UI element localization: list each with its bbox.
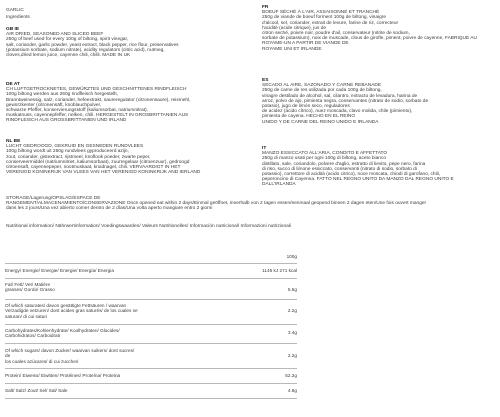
section-line: LUCHT GEDROOGD, GEKRUID EN GESNEDEN RUNDVLEES bbox=[6, 144, 144, 150]
nutrient-value: 4.8g bbox=[287, 388, 297, 393]
divider bbox=[5, 324, 297, 325]
section-code: DE AT bbox=[6, 82, 20, 87]
section-line: Branntweinessig, salz, coriander, hefeextrakt, saureregulator (citronensaure), reismehl, bbox=[6, 97, 191, 103]
section-line: distillato, sale, coriandolo, polvere d'aglio, estratto di lievito, pepe nero, farina bbox=[262, 161, 426, 167]
label-line: Verzadigde vetzuren/ dont acides gras saturés/ de los cuales se bbox=[5, 308, 138, 314]
table-row bbox=[5, 282, 297, 298]
label-line: saturan/ di cui saturi bbox=[5, 313, 47, 319]
divider bbox=[5, 368, 297, 369]
section-line: AIR DRIED, SEASONED AND SLICED BEEF bbox=[6, 32, 104, 38]
nutrition-header-row bbox=[5, 254, 297, 262]
nutrient-label bbox=[5, 303, 138, 319]
nutrient-label bbox=[5, 348, 134, 364]
section-line: SECADO AL AIRE, SAZONADO Y CARNE REBANADE bbox=[262, 83, 382, 89]
section-line: 250g of beef used for every 100g of biltong, spirit vinegar, bbox=[6, 37, 129, 43]
section-line: DALL'IRLANDA bbox=[262, 182, 296, 188]
section-code: ES bbox=[262, 78, 269, 83]
section-line: d'alcool, sel, coriander, extrait de levure, farine de riz, correcteur bbox=[262, 20, 399, 26]
section-line: l'acidité (acide citrique), jus de bbox=[262, 25, 327, 31]
section-line: 250g de carne de res utilizada por cada 100g de biltong, bbox=[262, 88, 382, 94]
section-line: zout, coriander, gistextract, rijstmeel, knoflook poeder, zwarte peper, bbox=[6, 154, 151, 160]
storage-line: STORAGE/Lagerung/OPSLAG/ESPACE DE bbox=[6, 196, 101, 201]
section-line: (potassium sorbate, sodium nitrate), acidity regulators (citric acid), nutmeg, bbox=[6, 47, 165, 53]
section-nl-be bbox=[6, 139, 200, 175]
label-line: Protein/ Eiweiss/ Eiwitten/ Protéines/ Proteína/ Proteina bbox=[5, 373, 121, 378]
section-line: ROYAME UNI ET IRLANDE bbox=[262, 46, 322, 52]
nutrient-label bbox=[5, 268, 114, 273]
divider bbox=[5, 263, 297, 264]
section-line: UNIDO Y DE CARNE DEL REINO UNIDO E IRLANDA bbox=[262, 119, 379, 125]
section-de-at bbox=[6, 82, 191, 124]
storage-line: RANGEMENT/ALMACENAMIENTO/CONSERVAZIONE Once opened eat within 2 days/Einmal geöffnet, innerhalb von 2 tagen essen/eenmaal geopend binnen 2 dagen eten/Une fois ouvert manger bbox=[6, 201, 427, 207]
nutrient-label bbox=[5, 282, 55, 293]
table-row bbox=[5, 373, 297, 381]
label-line: de bbox=[5, 353, 11, 359]
section-line: pimienta de cayena. HECHO EN EL REINO bbox=[262, 114, 356, 120]
table-row bbox=[5, 328, 297, 342]
section-line: cloves,dried lemon juice, cayenne chili, chilli. MADE IN UK bbox=[6, 53, 131, 59]
section-code: GB IE bbox=[6, 27, 20, 32]
label-line: los cuales azúcares/ di cui zuccheri bbox=[5, 358, 79, 364]
section-line: citron seché, poivre noir, poudre d'ail, conservateur (nitrite de sodium, bbox=[262, 31, 410, 37]
section-line: schwarze Pfeffer, konservierungsstoff (kaliumsorbat, natriumnitrat), bbox=[6, 108, 148, 114]
section-line: ROYAME-UN A PARTIR DE VIANDE DE bbox=[262, 41, 349, 47]
section-line: arroz, polvo de ajo, pimienta negra, conservantes (nitrato de sodio, sorbato de bbox=[262, 98, 429, 104]
divider bbox=[5, 383, 297, 384]
nutrient-value: 5.5g bbox=[287, 287, 297, 292]
section-line: 100g biltong wordt uit 250g rundvlees gyproduceerd azijn, bbox=[6, 149, 129, 155]
section-code: FR bbox=[262, 5, 269, 10]
section-line: de acidez (ácido cítrico), nuez moscada, clavo molida, chile (pimiento), bbox=[262, 109, 413, 115]
label-line: Of which sugars/ davon Zucker/ waarvan suikers/ dont sucres/ bbox=[5, 348, 135, 353]
section-it bbox=[262, 146, 454, 188]
divider bbox=[5, 278, 297, 279]
section-code: NL BE bbox=[6, 139, 21, 144]
section-line: salt, coriander, garlic powder, yeast extract, black pepper, rice flour, preservatives bbox=[6, 42, 179, 48]
section-gb-ie bbox=[6, 27, 179, 58]
ingredients-heading: Ingredients bbox=[6, 15, 30, 20]
section-line: potasio), jugo de limón seco, reguladores bbox=[262, 104, 350, 110]
section-line: gewürzkenter (citronensäft, knoblauchpulver, bbox=[6, 102, 102, 108]
nutrition-table bbox=[5, 236, 297, 414]
section-line: RINDFLEISCH AUS GROSSBRITTANIEN UND IRLAND bbox=[6, 118, 127, 124]
label-line: Salt/ Salz/ Zout/ Sel/ Sal/ Sale bbox=[5, 388, 68, 393]
section-line: CH LUFTGETROCKNETES, GEWÜRZTES UND GESCHNITTENES RINDFLEISCH bbox=[6, 87, 187, 93]
label-line: Energy/ Energie/ Energie/ Energie/ Energía/ Energia bbox=[5, 268, 114, 273]
label-line: grasses/ Gordo/ Grasso bbox=[5, 287, 55, 293]
section-line: conserveermiddel (natriumnitriet, kaliumsorbaat), zuurregelaar (citroenzuur), gedroogd bbox=[6, 159, 190, 165]
divider bbox=[5, 398, 297, 399]
nutrient-value: 3.4g bbox=[287, 330, 297, 335]
nutrient-value: 52.2g bbox=[285, 373, 297, 378]
divider bbox=[5, 299, 297, 300]
label-line: Carbohydrates/Kohlenhydrate/ Koolhydraten/ Glucides/ bbox=[5, 328, 120, 333]
label-line: Carbohidratos/ Carboidrati bbox=[5, 333, 60, 339]
section-line: 250g de viande de boeuf forment 100g de biltong, vinaigre bbox=[262, 15, 387, 21]
nutrient-value: 2.2g bbox=[287, 353, 297, 358]
section-line: VERENIGD KONINKRIJK VAN VLEES VAN HET VERENIGD KONINKRIJK AND IERLAND bbox=[6, 170, 201, 176]
label-line: Fat/ Fett/ Vet/ Matière bbox=[5, 282, 51, 287]
label-line: Of which saturates/ davon gesättigte Fettsäuren / waarvan bbox=[5, 303, 127, 308]
brand-name: GARLIC bbox=[6, 8, 24, 13]
storage-info bbox=[6, 196, 426, 212]
section-line: vinagre destilado de alcohol, sal, cilantro, extracto de levadura, harina de bbox=[262, 93, 418, 99]
section-line: 100g biltong werden aus 250g rindfleisch hergestellt, bbox=[6, 92, 119, 98]
nutrition-title: Nutritional information/ Nährwertinformation/ Voedingswaarden/ Valeurs Nutritionelles/ Información nutricional/ Informazioni nutrizionali bbox=[6, 224, 291, 229]
section-fr bbox=[262, 5, 477, 52]
section-line: di riso, succo di limone essiccato, conservanti (nitrato di sodio, sorbato di bbox=[262, 166, 417, 172]
table-row bbox=[5, 388, 297, 396]
nutrient-value: 2.2g bbox=[287, 308, 297, 313]
per-amount: 100g bbox=[286, 254, 297, 259]
nutrient-label bbox=[5, 373, 120, 378]
section-code: IT bbox=[262, 146, 267, 151]
section-es bbox=[262, 78, 428, 125]
section-line: MANZO ESSICCATO ALL'ARIA, CONDITO E AFFETTATO bbox=[262, 151, 388, 157]
table-row bbox=[5, 268, 297, 278]
section-line: 250g di manzo usati per ogni 100g di biltong, aceto bianco bbox=[262, 156, 387, 162]
section-line: muskatnuss, cayennepfeffer, nelken, chili. HERGESTELT IN GROSBRITTANIEN AUS bbox=[6, 113, 189, 119]
nutrient-label bbox=[5, 328, 120, 339]
section-line: citroensaft, cayennepeper, nootmuskaat, kruidnagel, chili. VERVAARDIGT IN HET bbox=[6, 165, 181, 171]
section-line: BOEUF SÉCHÉ À L'AIR, ASSAISONNÉ ET TRANCHÉ bbox=[262, 10, 380, 16]
section-line: peperoncino di Cayenna. FATTO NEL REGNO UNITO DA MANZO DAL REGNO UNITO E bbox=[262, 177, 454, 183]
table-row bbox=[5, 348, 297, 366]
table-row bbox=[5, 303, 297, 321]
section-line: sorbate de potassium), noix de muscade, clous de girofle, piment, poivre de cayenne, FABRIQUE AU bbox=[262, 36, 477, 42]
storage-line: dans les 2 jours/Una vez abierto comer dentro de 2 días/Una volta aperto mangiare entro 2 giorni bbox=[6, 206, 213, 212]
divider bbox=[5, 343, 297, 344]
section-line: potassio), correttore di acidità (acido citrico), noce moscata, chiodi di garofano, chili, bbox=[262, 172, 441, 178]
nutrient-label bbox=[5, 388, 68, 393]
nutrient-value: 1145 kJ 271 kcal bbox=[262, 268, 297, 273]
